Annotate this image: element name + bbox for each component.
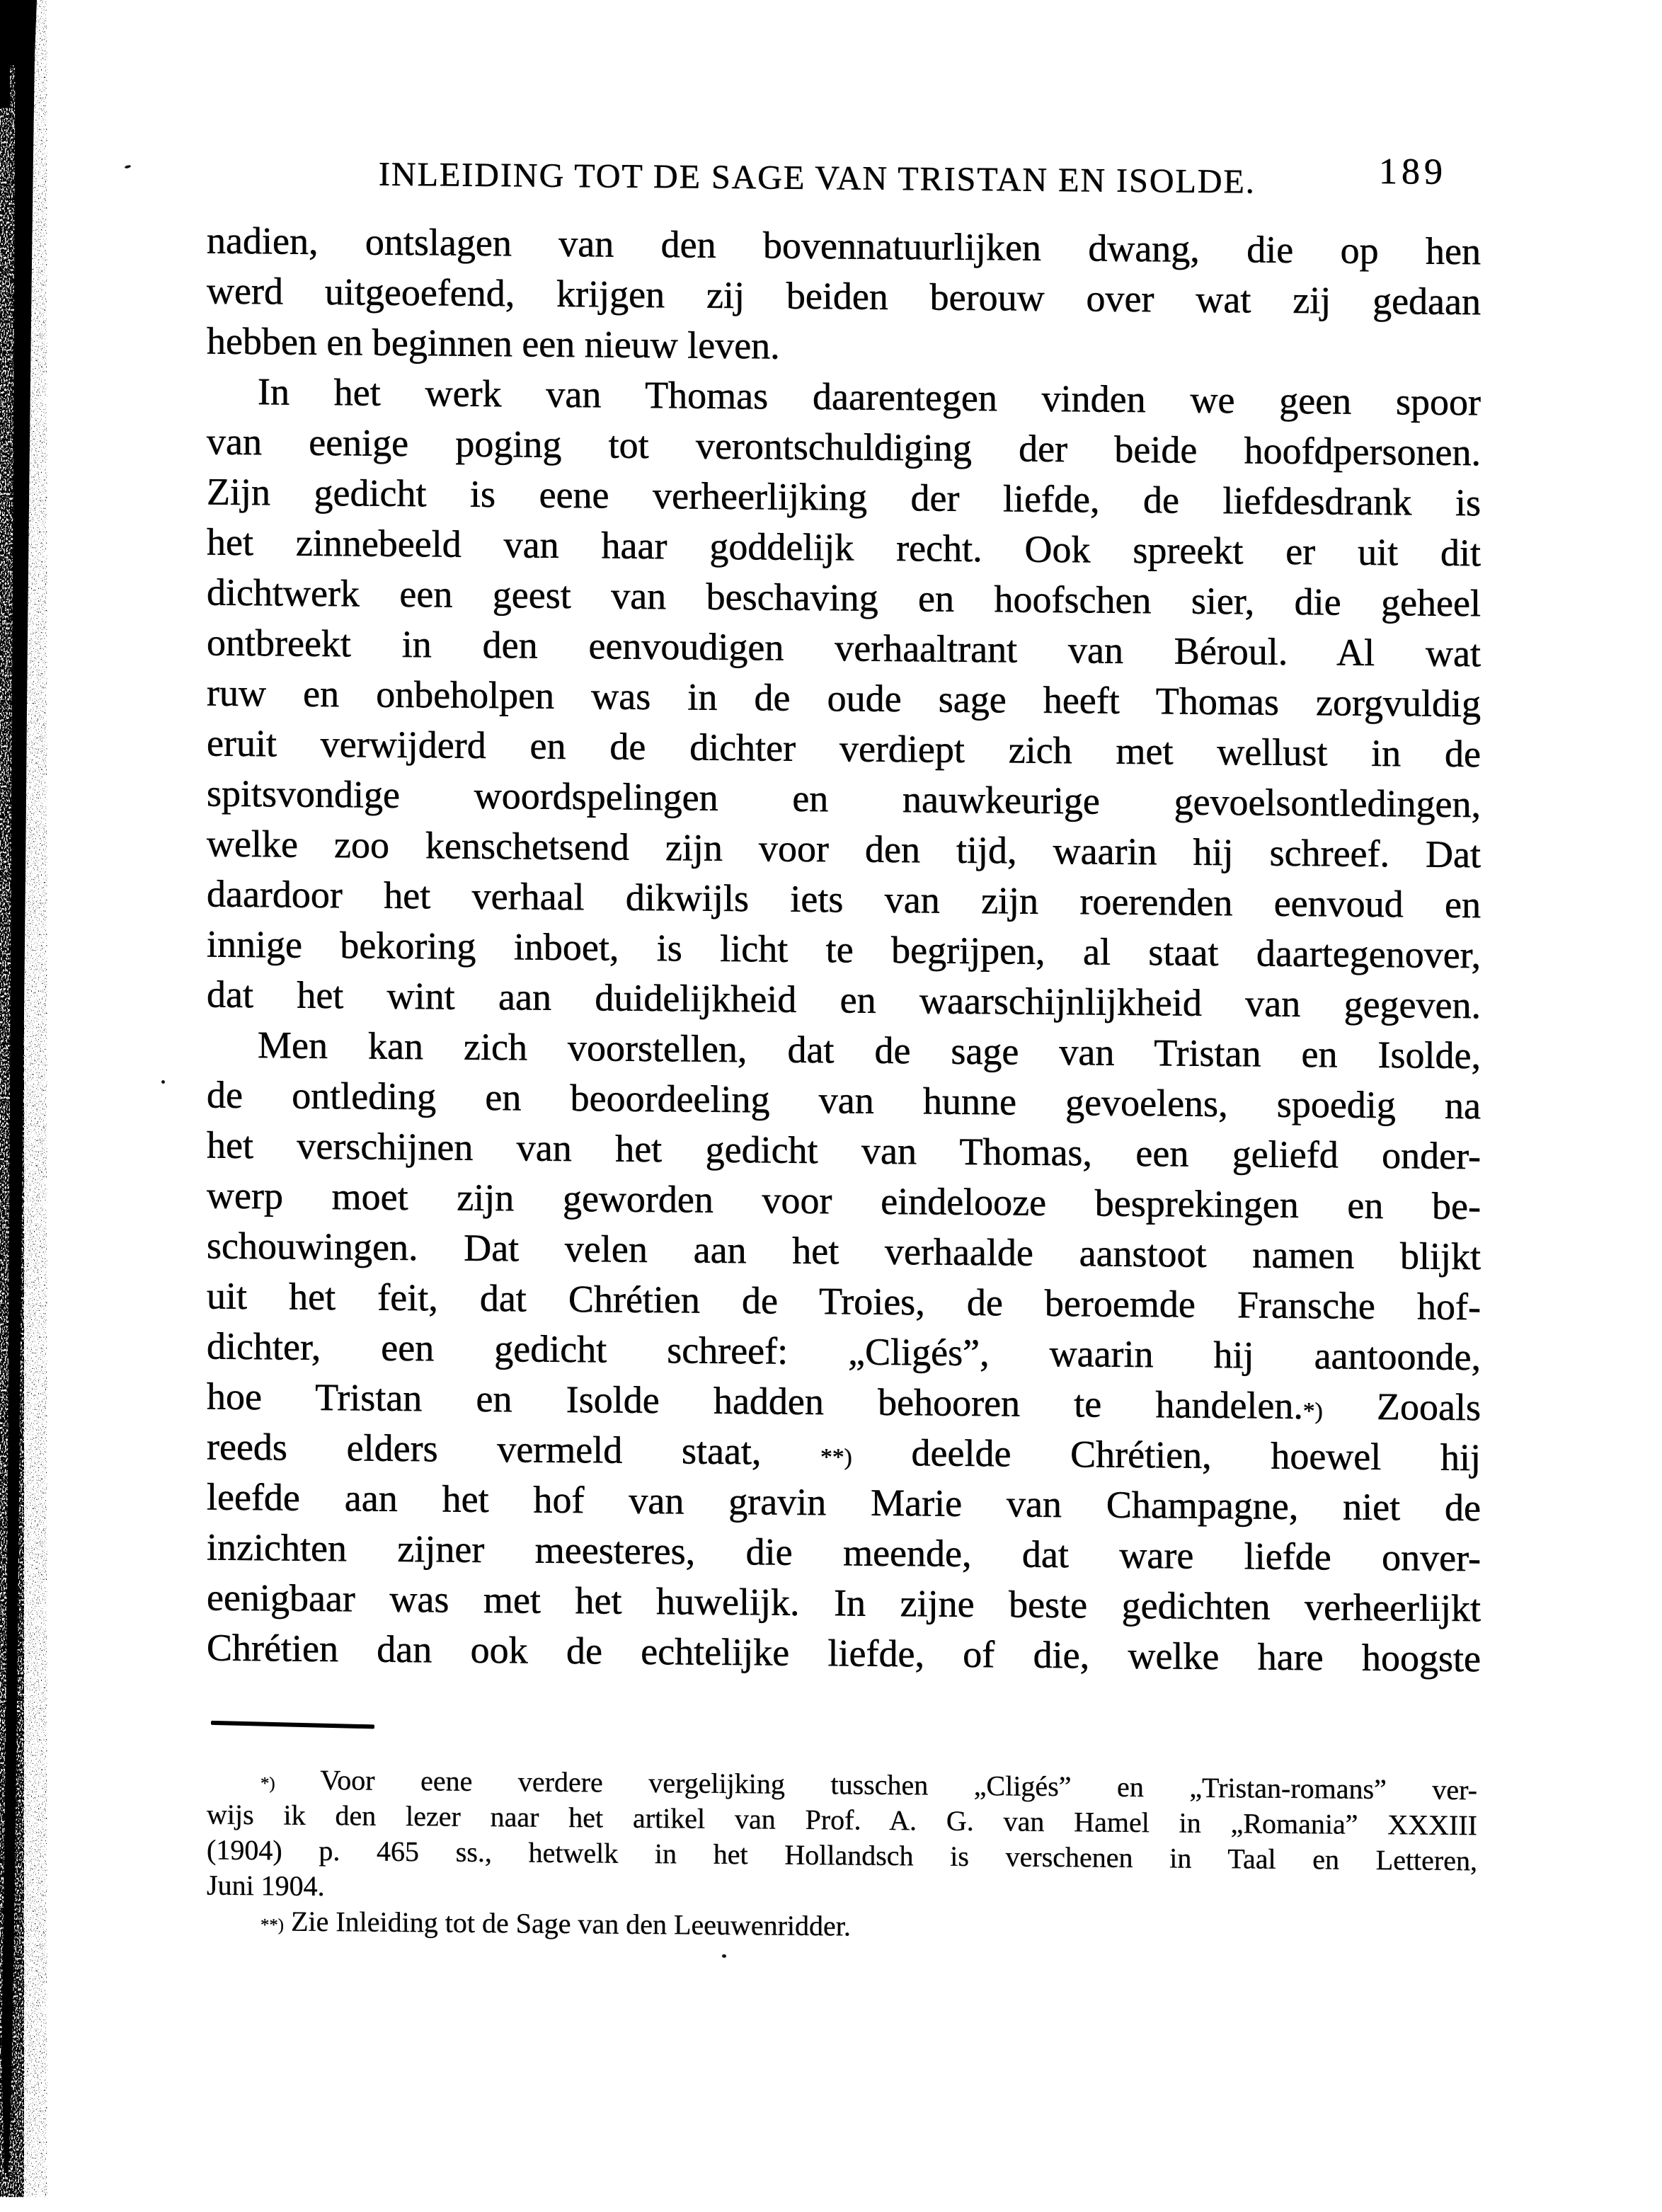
text-line: werd uitgeoefend, krijgen zij beiden berouw over wat zij gedaan bbox=[207, 269, 1481, 323]
text-line: inzichten zijner meesteres, die meende, dat ware liefde onver- bbox=[207, 1525, 1481, 1580]
text-line: het zinnebeeld van haar goddelijk recht. Ook spreekt er uit dit bbox=[207, 520, 1481, 575]
text-line: werp moet zijn geworden voor eindelooze besprekingen en be- bbox=[207, 1174, 1481, 1228]
text-line: wijs ik den lezer naar het artikel van Prof. A. G. van Hamel in „Romania” XXXIII bbox=[207, 1798, 1477, 1842]
text-line: innige bekoring inboet, is licht te begrijpen, al staat daartegenover, bbox=[207, 922, 1481, 977]
text-line: de ontleding en beoordeeling van hunne gevoelens, spoedig na bbox=[207, 1073, 1481, 1128]
text-line: dichter, een gedicht schreef: „Cligés”, waarin hij aantoonde, bbox=[207, 1324, 1481, 1379]
text-line: welke zoo kenschetsend zijn voor den tijd, waarin hij schreef. Dat bbox=[207, 822, 1481, 876]
text-line: dichtwerk een geest van beschaving en hoofschen sier, die geheel bbox=[207, 571, 1481, 625]
text-line: reeds elders vermeld staat, **) deelde Chrétien, hoewel hij bbox=[207, 1425, 1481, 1479]
text-line: Chrétien dan ook de echtelijke liefde, of die, welke hare hoogste bbox=[207, 1626, 1481, 1680]
text-line: dat het wint aan duidelijkheid en waarschijnlijkheid van gegeven. bbox=[207, 973, 1481, 1027]
body-text bbox=[207, 216, 1481, 1685]
text-line: schouwingen. Dat velen aan het verhaalde aanstoot namen blijkt bbox=[207, 1224, 1481, 1278]
text-line: (1904) p. 465 ss., hetwelk in het Hollandsch is verschenen in Taal en Letteren, bbox=[207, 1833, 1477, 1877]
text-line: In het werk van Thomas daarentegen vinden we geen spoor bbox=[258, 370, 1481, 424]
text-line: *) Voor eene verdere vergelijking tusschen „Cligés” en „Tristan-romans” ver- bbox=[260, 1763, 1477, 1806]
scan-speck bbox=[125, 165, 132, 169]
text-line: hebben en beginnen een nieuw leven. bbox=[207, 319, 780, 367]
text-line: eenigbaar was met het huwelijk. In zijne beste gedichten verheerlijkt bbox=[207, 1576, 1481, 1630]
text-line: hoe Tristan en Isolde hadden behooren te handelen.*) Zooals bbox=[207, 1375, 1481, 1429]
scan-speck bbox=[161, 1080, 165, 1084]
page-number: 189 bbox=[1379, 151, 1447, 193]
text-line: eruit verwijderd en de dichter verdiept zich met wellust in de bbox=[207, 721, 1481, 776]
footnote-separator-rule bbox=[211, 1721, 374, 1729]
text-line: ontbreekt in den eenvoudigen verhaaltrant van Béroul. Al wat bbox=[207, 621, 1481, 675]
running-header-title: INLEIDING TOT DE SAGE VAN TRISTAN EN ISOLDE. bbox=[379, 155, 1256, 201]
text-line: leefde aan het hof van gravin Marie van Champagne, niet de bbox=[207, 1475, 1481, 1530]
text-line: Men kan zich voorstellen, dat de sage van Tristan en Isolde, bbox=[258, 1024, 1481, 1077]
text-line: nadien, ontslagen van den bovennatuurlijken dwang, die op hen bbox=[207, 219, 1481, 273]
text-line: daardoor het verhaal dikwijls iets van zijn roerenden eenvoud en bbox=[207, 872, 1481, 927]
text-line: ruw en onbeholpen was in de oude sage heeft Thomas zorgvuldig bbox=[207, 671, 1481, 726]
scan-speck bbox=[722, 1954, 726, 1958]
footnotes bbox=[207, 1762, 1477, 1950]
text-line: Zijn gedicht is eene verheerlijking der liefde, de liefdesdrank is bbox=[207, 470, 1481, 525]
text-line: uit het feit, dat Chrétien de Troies, de beroemde Fransche hof- bbox=[207, 1274, 1481, 1329]
binding-noise-graphic bbox=[0, 0, 50, 2197]
text-line: spitsvondige woordspelingen en nauwkeurige gevoelsontledingen, bbox=[207, 772, 1481, 826]
text-line: **) Zie Inleiding tot de Sage van den Leeuwenridder. bbox=[260, 1905, 851, 1942]
text-line: van eenige poging tot verontschuldiging der beide hoofdpersonen. bbox=[207, 420, 1481, 474]
binding-edge bbox=[0, 0, 50, 2197]
text-line: het verschijnen van het gedicht van Thomas, een geliefd onder- bbox=[207, 1123, 1481, 1178]
text-line: Juni 1904. bbox=[207, 1869, 325, 1903]
